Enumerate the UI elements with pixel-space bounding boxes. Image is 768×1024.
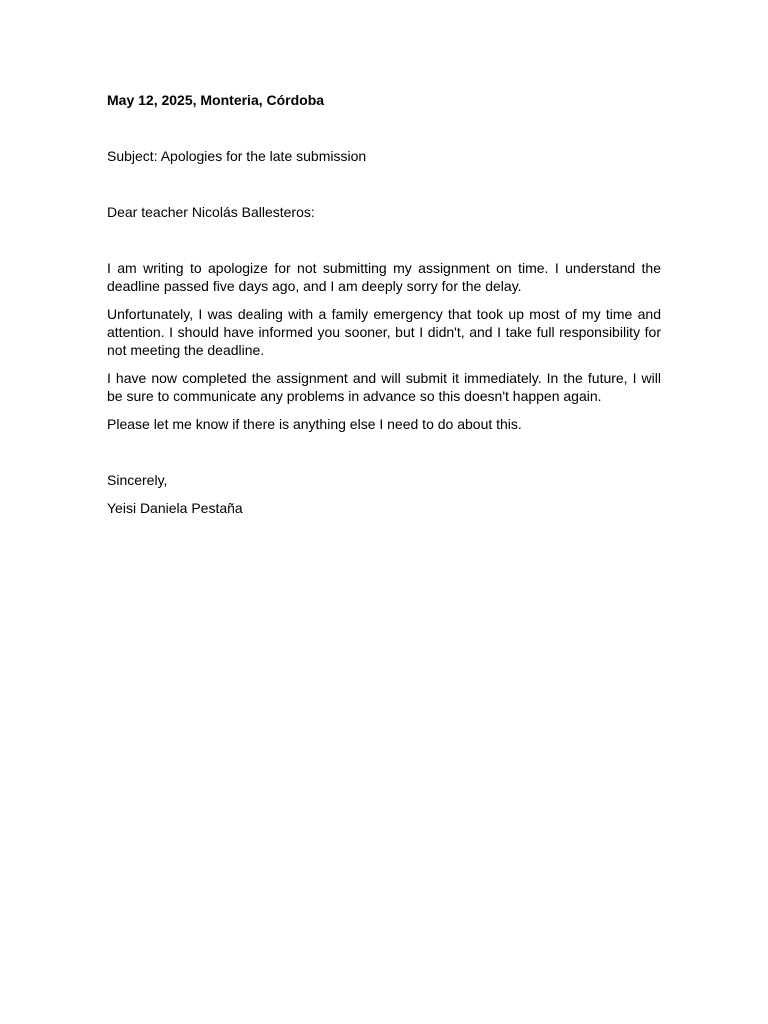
signature-name: Yeisi Daniela Pestaña	[107, 500, 243, 516]
paragraph-apology: I am writing to apologize for not submitting my assignment on time. I understand the deadline passed five days ago, and I am deeply sorry for the delay.	[107, 260, 661, 294]
salutation: Dear teacher Nicolás Ballesteros:	[107, 204, 315, 220]
letter-body	[107, 91, 661, 517]
paragraph-request: Please let me know if there is anything else I need to do about this.	[107, 416, 522, 432]
paragraph-reason: Unfortunately, I was dealing with a family emergency that took up most of my time and attention. I should have informed you sooner, but I didn't, and I take full responsibility for not meeting the deadline.	[107, 306, 661, 358]
closing: Sincerely,	[107, 472, 168, 488]
paragraph-resolution: I have now completed the assignment and will submit it immediately. In the future, I will be sure to communicate any problems in advance so this doesn't happen again.	[107, 370, 661, 404]
subject-line: Subject: Apologies for the late submission	[107, 148, 367, 164]
date-line: May 12, 2025, Monteria, Córdoba	[107, 92, 325, 108]
